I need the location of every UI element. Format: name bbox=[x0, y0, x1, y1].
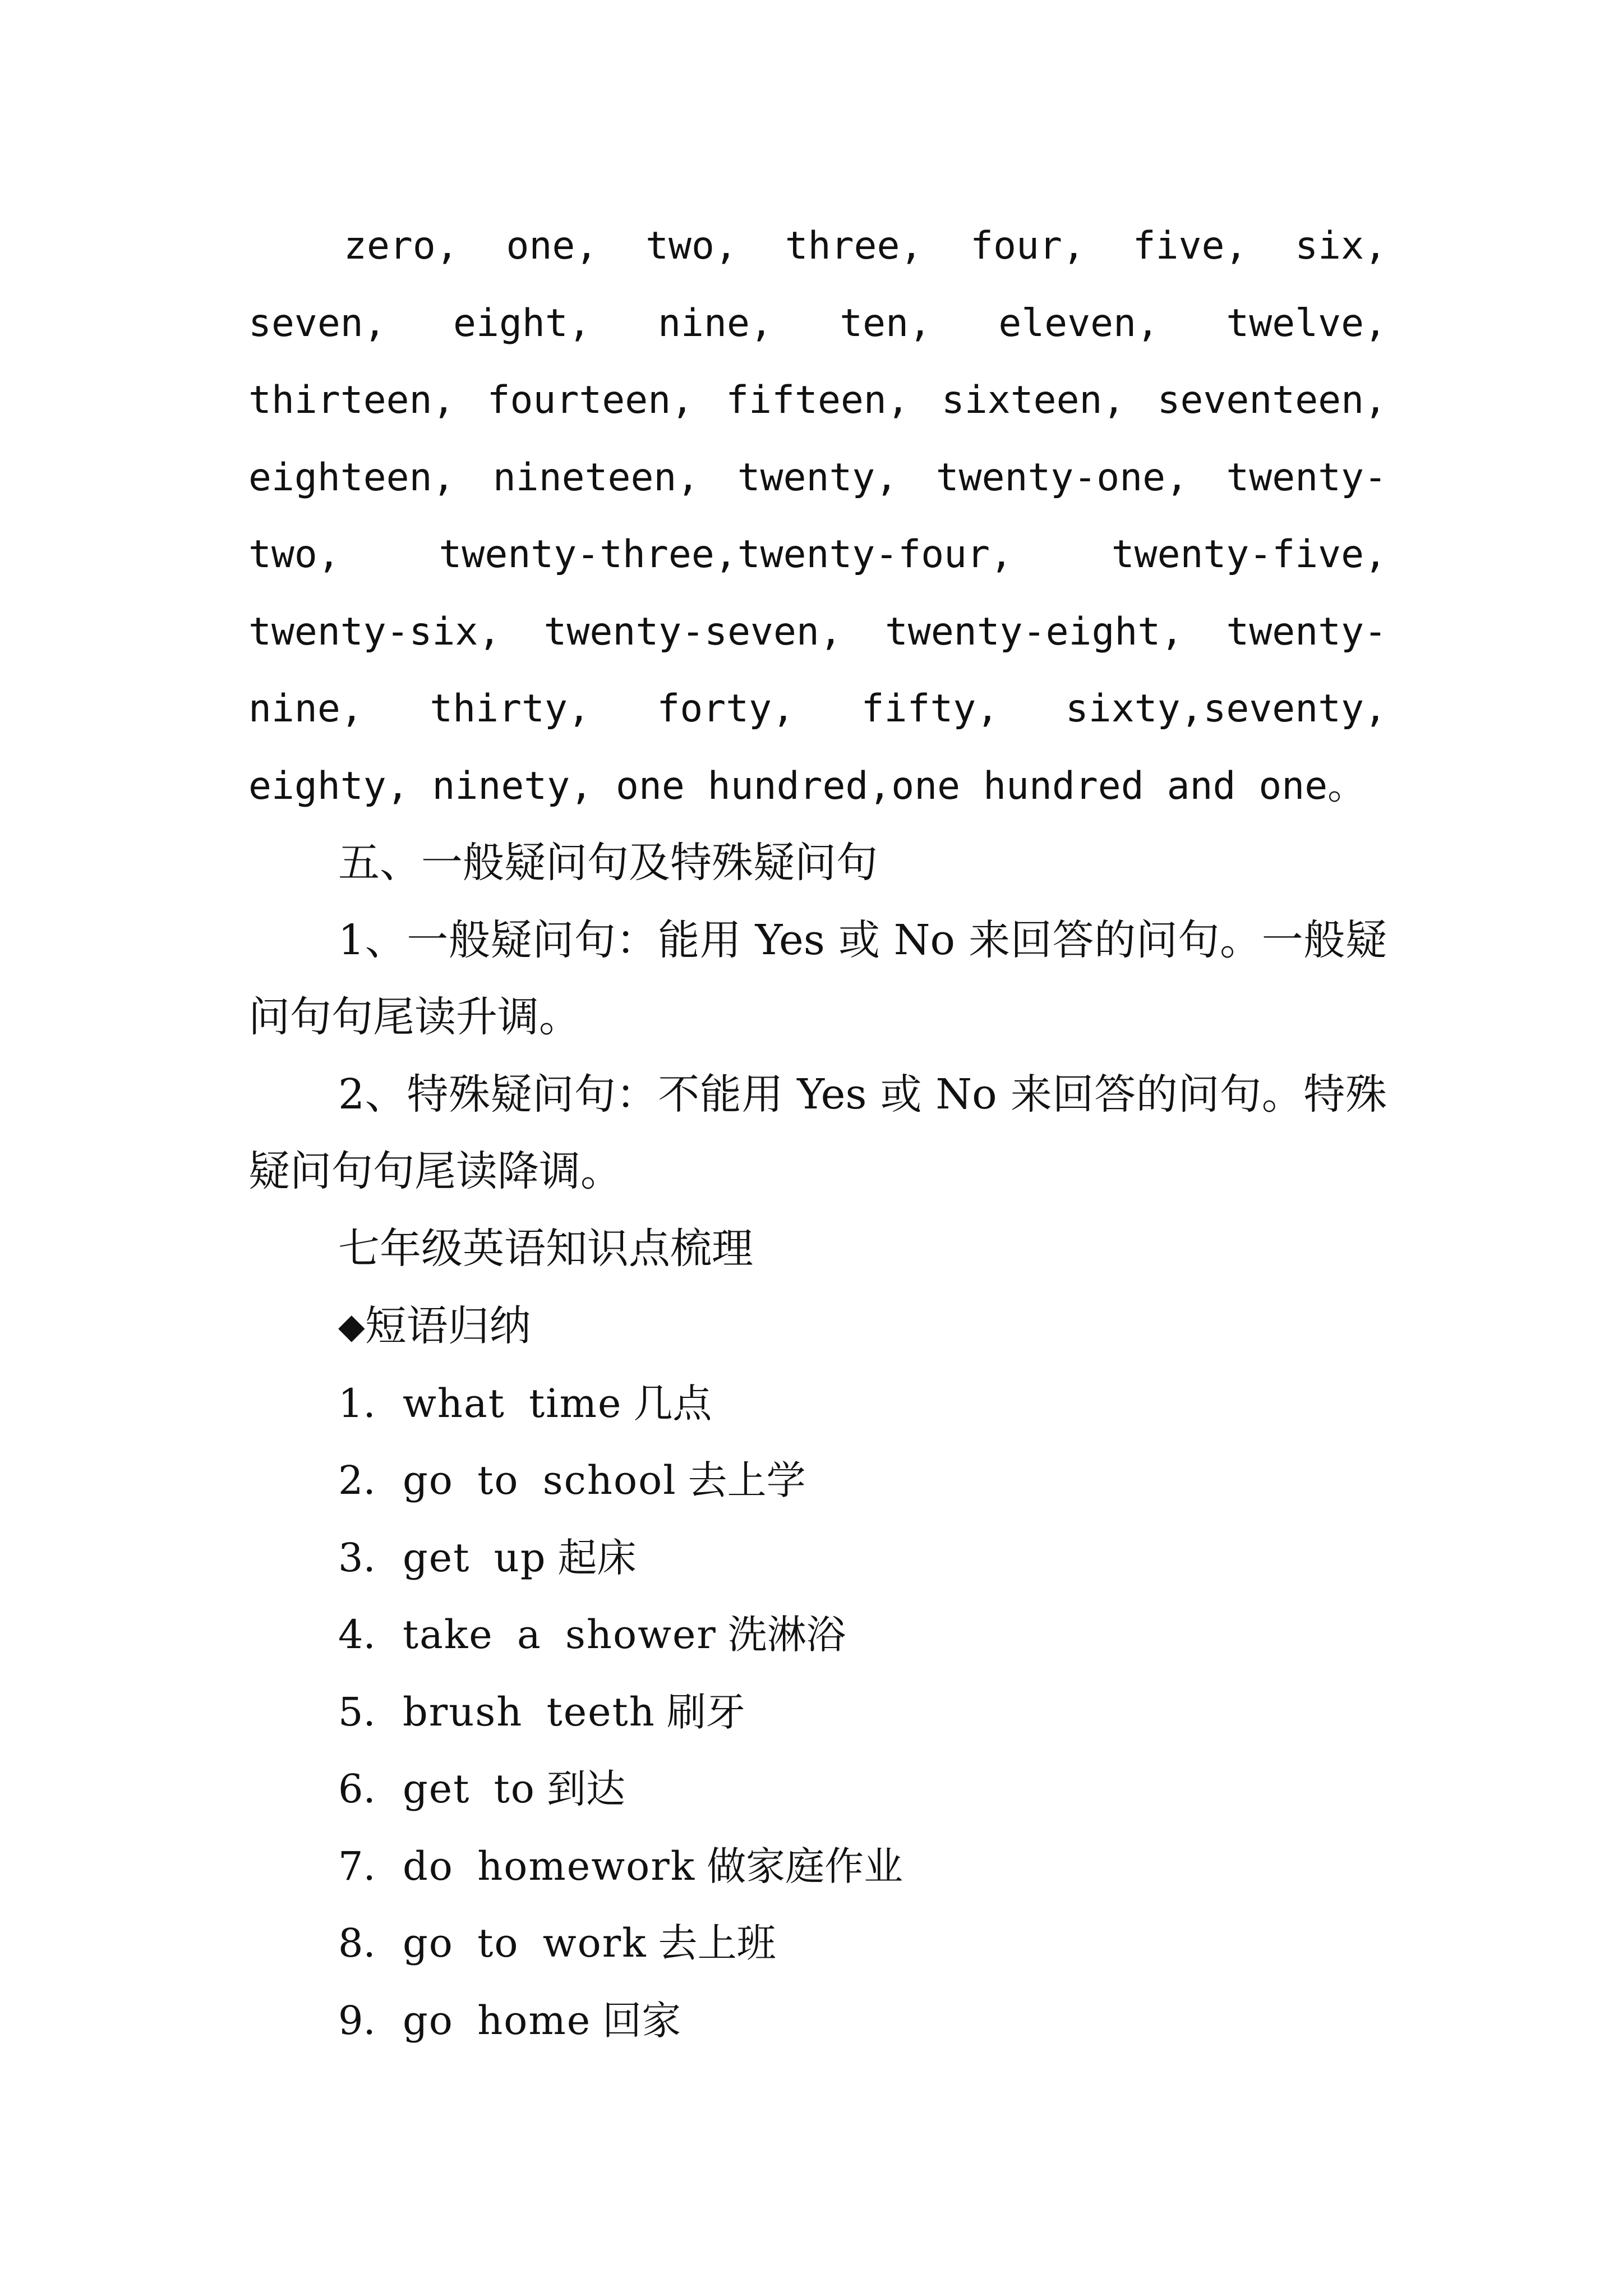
item-english: go to work bbox=[403, 1920, 647, 1966]
item-number: 2. bbox=[338, 1457, 376, 1503]
list-item bbox=[248, 1751, 1387, 1828]
subheading bbox=[248, 1287, 1387, 1365]
item-english: go home bbox=[403, 1997, 592, 2044]
item-number: 7. bbox=[338, 1843, 376, 1889]
diamond-bullet-icon: ◆ bbox=[338, 1305, 365, 1346]
point-2-paragraph: 2、特殊疑问句：不能用 Yes 或 No 来回答的问句。特殊疑问句句尾读降调。 bbox=[248, 1070, 1387, 1195]
list-item bbox=[248, 1442, 1387, 1520]
list-item bbox=[248, 1828, 1387, 1906]
item-chinese: 到达 bbox=[546, 1766, 625, 1812]
list-item bbox=[248, 1520, 1387, 1597]
item-chinese: 刷牙 bbox=[666, 1688, 745, 1735]
item-english: do homework bbox=[403, 1843, 696, 1889]
item-english: brush teeth bbox=[403, 1688, 656, 1735]
item-number: 3. bbox=[338, 1534, 376, 1581]
item-chinese: 做家庭作业 bbox=[707, 1843, 903, 1889]
document-body bbox=[248, 208, 1387, 2059]
item-english: what time bbox=[403, 1380, 623, 1427]
item-number: 4. bbox=[338, 1612, 376, 1658]
document-title: 七年级英语知识点梳理 bbox=[338, 1224, 753, 1273]
section-heading: 五、一般疑问句及特殊疑问句 bbox=[338, 839, 878, 887]
item-chinese: 回家 bbox=[602, 1997, 681, 2044]
item-chinese: 起床 bbox=[557, 1534, 637, 1581]
item-chinese: 去上学 bbox=[688, 1457, 806, 1503]
item-number: 1. bbox=[338, 1380, 376, 1427]
item-number: 8. bbox=[338, 1920, 376, 1966]
item-english: go to school bbox=[403, 1457, 677, 1503]
point-1-paragraph: 1、一般疑问句：能用 Yes 或 No 来回答的问句。一般疑问句句尾读升调。 bbox=[248, 915, 1387, 1041]
numbers-paragraph: zero, one, two, three, four, five, six, seven, eight, nine, ten, eleven, twelve, thirteen, fourteen, fifteen, sixteen, seventeen, eighteen, nineteen, twenty, twenty-one, twenty-two, twenty-three,twenty-four, twenty-five, twenty-six, twenty-seven, twenty-eight, twenty-nine, thirty, forty, fifty, sixty,seventy, eighty, ninety, one hundred,one hundred and one。 bbox=[248, 224, 1387, 808]
list-item bbox=[248, 1596, 1387, 1674]
list-item bbox=[248, 1982, 1387, 2060]
item-chinese: 几点 bbox=[633, 1380, 712, 1427]
subheading-text: 短语归纳 bbox=[365, 1302, 531, 1350]
list-item bbox=[248, 1674, 1387, 1751]
item-number: 5. bbox=[338, 1688, 376, 1735]
list-item bbox=[248, 1365, 1387, 1443]
item-english: take a shower bbox=[403, 1612, 717, 1658]
item-english: get up bbox=[403, 1534, 547, 1581]
item-number: 6. bbox=[338, 1766, 376, 1812]
item-number: 9. bbox=[338, 1997, 376, 2044]
item-english: get to bbox=[403, 1766, 536, 1812]
item-chinese: 去上班 bbox=[658, 1920, 776, 1966]
item-chinese: 洗淋浴 bbox=[727, 1612, 846, 1658]
list-item bbox=[248, 1905, 1387, 1982]
phrase-list bbox=[248, 1365, 1387, 2060]
